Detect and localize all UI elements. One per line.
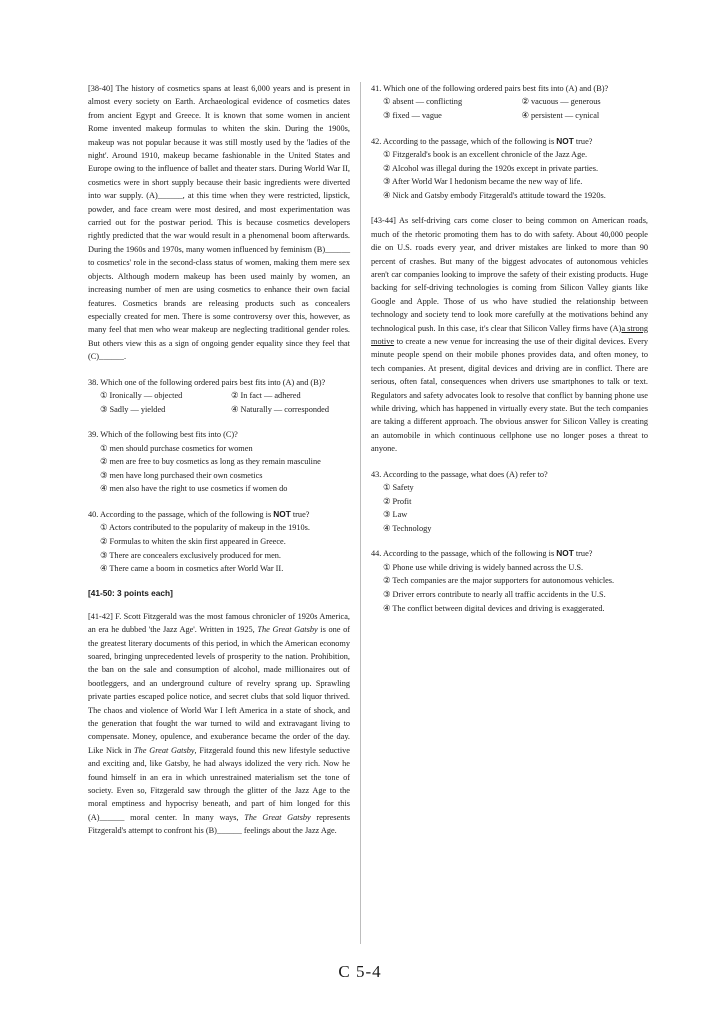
passage-43-44-part-1: [43-44] As self-driving cars come closer to being common on American roads, much of the rhetoric promoting them has to do with safety. About 40,000 people die on U.S. roads every year, and driver mistakes are linked to more than 90 percent of crashes. But many of the biggest advocates of autonomous vehicles aren't car companies looking to improve the safety of their existing products. Huge backing for self-driving technologies is coming from Silicon Valley giants like Google and Apple. Those of us who have studied the relationship between technology and society tend to look more carefully at the motivations behind any technological push. In this case, it's clear that Silicon Valley firms have (A): [371, 216, 648, 333]
q40-option-1[interactable]: ① Actors contributed to the popularity of makeup in the 1910s.: [100, 523, 310, 533]
q39-option-2[interactable]: ② men are free to buy cosmetics as long as they remain masculine: [100, 457, 321, 467]
q40-option-3[interactable]: ③ There are concealers exclusively produced for men.: [100, 550, 281, 560]
question-39-options: [88, 442, 350, 496]
q42-option-1[interactable]: ① Fitzgerald's book is an excellent chronicle of the Jazz Age.: [383, 150, 588, 159]
passage-43-44: [371, 214, 648, 455]
not-emphasis: NOT: [556, 548, 574, 559]
q43-option-3[interactable]: ③ Law: [383, 510, 408, 520]
passage-41-42-part-2: is one of the greatest literary documents of this period, in which the American economy soared, bringing unprecedented levels of prosperity to the nation. Prohibition, the ban on the sale and consumption of alcohol, made millionaires out of bootleggers, and an underground culture of revelry sprang up. Sprawling private parties escaped police notice, and secret clubs that sold liquor thrived. The chaos and violence of World War I left America in a state of shock, and the generation that fought the war turned to wild and extravagant living to compensate. Money, opulence, and exuberance became the order of the day. Like Nick in: [88, 625, 351, 755]
question-39-stem: 39. Which of the following best fits into (C)?: [88, 430, 238, 440]
not-emphasis: NOT: [273, 508, 291, 519]
question-40-options: [88, 521, 350, 575]
q42-option-2[interactable]: ② Alcohol was illegal during the 1920s except in private parties.: [383, 163, 599, 173]
underlined-phrase: a strong motive: [371, 323, 648, 347]
section-heading: [41-50: 3 points each]: [88, 587, 173, 598]
passage-38-40: [38-40] The history of cosmetics spans at least 6,000 years and is present in almost every society on Earth. Archaeological evidence of cosmetics dates from ancient Egypt and Greece. It is known that some women in ancient Rome invented makeup formulas to whiten the skin. During the 1900s, makeup was not popular because it was still mostly used by the 'ladies of the night'. Around 1910, makeup became fashionable in the United States and Europe owing to the influence of ballet and theater stars. During World War II, cosmetics were in short supply because their basic ingredients were diverted into war supply. (A)______, at this time when they were restricted, lipstick, powder, and face cream were most desired, and most experimentation was carried out for the postwar period. This is because cosmetics developers rightly predicted that the war would result in a phenomenal boom afterwards. During the 1960s and 1970s, many women influenced by feminism (B)______ to cosmetics' role in the second-class status of women, making them mere sex objects. Although modern makeup has been used mainly by women, an increasing number of men are using cosmetics to enhance their own facial features. Cosmetics brands are releasing products such as concealers especially created for men. There is some controversy over this, however, as many feel that men who wear makeup are neglecting traditional gender roles. But others view this as a sign of ongoing gender equality since they feel that (C)______.: [88, 84, 350, 362]
q38-option-4[interactable]: ④ Naturally — corresponded: [231, 404, 329, 414]
passage-41-42-part-1: [41-42] F. Scott Fitzgerald was the most famous chronicler of 1920s America, an era he dubbed 'the Jazz Age'. Written in 1925,: [88, 611, 350, 635]
question-44-stem-end: true?: [573, 549, 593, 559]
question-44-options: [371, 561, 648, 615]
question-41-options: [371, 95, 648, 122]
q41-option-4[interactable]: ④ persistent — cynical: [521, 111, 600, 120]
q38-option-3[interactable]: ③ Sadly — yielded: [100, 404, 166, 414]
question-40-stem-end: true?: [290, 509, 310, 519]
question-44-stem-text: 44. According to the passage, which of the following is: [371, 549, 557, 559]
q44-option-2[interactable]: ② Tech companies are the major supporters for autonomous vehicles.: [383, 576, 615, 586]
question-43-stem: 43. According to the passage, what does (A) refer to?: [371, 469, 548, 479]
not-emphasis: NOT: [556, 135, 574, 146]
q40-option-2[interactable]: ② Formulas to whiten the skin first appeared in Greece.: [100, 536, 286, 546]
page-number: C 5-4: [338, 962, 382, 981]
question-40-stem-text: 40. According to the passage, which of the following is: [88, 509, 274, 519]
question-44-stem: [371, 547, 648, 560]
passage-43-44-part-2: to create a new venue for increasing the use of their digital devices. Every minute people spend on their mobile phones provides data, and often money, to tech companies. At present, digital devices and driving are in conflict. There are serious, often fatal, consequences when drivers use smartphones to talk or text. Regulators and safety advocates look to resolve that conflict by banning phone use while driving, which has happened in virtually every state. But the tech companies are taking a different approach. The obvious answer for Silicon Valley is creating an automobile in which continuous cellphone use no longer poses a threat to anyone.: [371, 337, 648, 454]
question-43-options: [371, 481, 648, 535]
passage-41-42: [88, 610, 350, 838]
q40-option-4[interactable]: ④ There came a boom in cosmetics after World War II.: [100, 564, 284, 574]
q39-option-4[interactable]: ④ men also have the right to use cosmetics if women do: [100, 484, 288, 494]
book-title: The Great Gatsby: [257, 625, 318, 635]
question-42-stem: [371, 135, 648, 148]
question-42-stem-end: true?: [573, 136, 593, 146]
question-44: [371, 547, 648, 615]
q41-option-2[interactable]: ② vacuous — generous: [521, 97, 601, 107]
passage-41-42-part-3: , Fitzgerald found this new lifestyle seductive and exciting and, like Gatsby, he had always idolized the very rich. Now he found himself in an era in which unrestrained materialism set the tone of society. Even so, Fitzgerald saw through the glitter of the Jazz Age to the moral emptiness and hypocrisy beneath, and part of him longed for this (A)______ moral center. In many ways,: [88, 745, 350, 822]
question-38-stem: 38. Which one of the following ordered pairs best fits into (A) and (B)?: [88, 377, 326, 387]
q41-option-3[interactable]: ③ fixed — vague: [383, 111, 442, 120]
question-41: [371, 82, 648, 123]
q39-option-1[interactable]: ① men should purchase cosmetics for women: [100, 443, 253, 453]
q42-option-4[interactable]: ④ Nick and Gatsby embody Fitzgerald's attitude toward the 1920s.: [383, 190, 606, 200]
question-42: [371, 135, 648, 203]
q43-option-4[interactable]: ④ Technology: [383, 523, 432, 533]
q43-option-1[interactable]: ① Safety: [383, 483, 414, 493]
left-column: [88, 82, 350, 838]
question-43: [371, 468, 648, 536]
q44-option-1[interactable]: ① Phone use while driving is widely banned across the U.S.: [383, 562, 584, 572]
q42-option-3[interactable]: ③ After World War I hedonism became the new way of life.: [383, 177, 583, 187]
right-column: [371, 82, 648, 615]
question-39: [88, 428, 350, 496]
question-38: [88, 376, 350, 417]
q44-option-3[interactable]: ③ Driver errors contribute to nearly all traffic accidents in the U.S.: [383, 590, 606, 600]
question-42-stem-text: 42. According to the passage, which of the following is: [371, 136, 557, 146]
passage-41-42-part-4: represents Fitzgerald's attempt to confront his (B)______ feelings about the Jazz Age.: [88, 812, 350, 836]
question-42-options: [371, 148, 648, 202]
q39-option-3[interactable]: ③ men have long purchased their own cosmetics: [100, 470, 263, 480]
book-title: The Great Gatsby: [244, 812, 311, 822]
column-divider: [360, 82, 361, 944]
question-40: [88, 508, 350, 576]
question-38-options: [88, 389, 350, 416]
q38-option-1[interactable]: ① Ironically — objected: [100, 390, 183, 400]
q41-option-1[interactable]: ① absent — conflicting: [383, 97, 463, 107]
book-title: The Great Gatsby: [134, 745, 195, 755]
question-40-stem: [88, 508, 350, 521]
q43-option-2[interactable]: ② Profit: [383, 496, 412, 506]
question-41-stem: 41. Which one of the following ordered pairs best fits into (A) and (B)?: [371, 84, 609, 93]
q44-option-4[interactable]: ④ The conflict between digital devices and driving is exaggerated.: [383, 603, 605, 613]
q38-option-2[interactable]: ② In fact — adhered: [231, 390, 301, 400]
